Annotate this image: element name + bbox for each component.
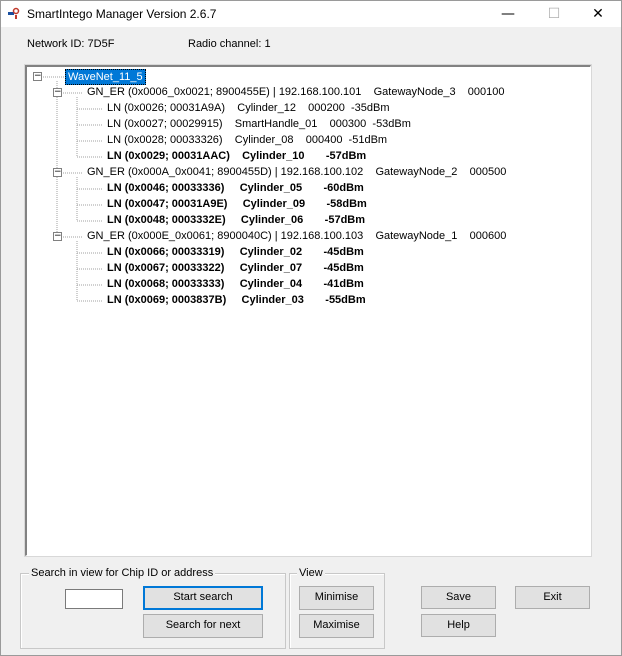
search-next-button[interactable]: Search for next xyxy=(143,614,263,638)
start-search-button[interactable]: Start search xyxy=(143,586,263,610)
radio-channel-label: Radio channel: 1 xyxy=(188,38,271,50)
tree-lock-node[interactable]: LN (0x0029; 00031AAC) Cylinder_10 -57dBm xyxy=(107,150,367,162)
tree-lock-node[interactable]: LN (0x0046; 00033336) Cylinder_05 -60dBm xyxy=(107,182,364,194)
title-bar[interactable] xyxy=(1,1,621,27)
exit-button[interactable]: Exit xyxy=(515,586,590,609)
tree-lock-node[interactable]: LN (0x0067; 00033322) Cylinder_07 -45dBm xyxy=(107,262,364,274)
chip-id-search-input[interactable] xyxy=(65,589,123,609)
help-button[interactable]: Help xyxy=(421,614,496,637)
maximize-window-button[interactable]: ☐ xyxy=(547,6,561,22)
app-key-icon xyxy=(7,7,21,21)
network-id-label: Network ID: 7D5F xyxy=(27,38,115,50)
tree-lock-node[interactable]: LN (0x0048; 0003332E) Cylinder_06 -57dBm xyxy=(107,214,366,226)
tree-lock-node[interactable]: LN (0x0068; 00033333) Cylinder_04 -41dBm xyxy=(107,278,364,290)
network-tree-view[interactable] xyxy=(25,65,591,556)
collapse-gateway-icon[interactable]: − xyxy=(54,167,62,177)
save-button[interactable]: Save xyxy=(421,586,496,609)
tree-lock-node[interactable]: LN (0x0026; 00031A9A) Cylinder_12 000200 -35dBm xyxy=(107,102,390,114)
tree-lock-node[interactable]: LN (0x0027; 00029915) SmartHandle_01 000300 -53dBm xyxy=(107,118,411,130)
window-title: SmartIntego Manager Version 2.6.7 xyxy=(27,7,217,21)
minimize-window-button[interactable]: — xyxy=(501,6,515,22)
collapse-gateway-icon[interactable]: − xyxy=(54,231,62,241)
minimise-button[interactable]: Minimise xyxy=(299,586,374,610)
tree-gateway-node[interactable]: GN_ER (0x0006_0x0021; 8900455E) | 192.168.100.101 GatewayNode_3 000100 xyxy=(87,86,505,98)
tree-gateway-node[interactable]: GN_ER (0x000A_0x0041; 8900455D) | 192.168.100.102 GatewayNode_2 000500 xyxy=(87,166,507,178)
view-group-label: View xyxy=(299,567,323,579)
collapse-root-icon[interactable]: − xyxy=(34,71,42,81)
tree-lock-node[interactable]: LN (0x0069; 0003837B) Cylinder_03 -55dBm xyxy=(107,294,366,306)
tree-lock-node[interactable]: LN (0x0028; 00033326) Cylinder_08 000400 -51dBm xyxy=(107,134,388,146)
tree-root-node[interactable]: WaveNet_11_5 xyxy=(65,69,146,85)
collapse-gateway-icon[interactable]: − xyxy=(54,87,62,97)
search-group-label: Search in view for Chip ID or address xyxy=(31,567,214,579)
tree-lock-node[interactable]: LN (0x0066; 00033319) Cylinder_02 -45dBm xyxy=(107,246,364,258)
tree-gateway-node[interactable]: GN_ER (0x000E_0x0061; 8900040C) | 192.168.100.103 GatewayNode_1 000600 xyxy=(87,230,507,242)
maximise-button[interactable]: Maximise xyxy=(299,614,374,638)
close-window-button[interactable]: ✕ xyxy=(592,6,604,22)
tree-lock-node[interactable]: LN (0x0047; 00031A9E) Cylinder_09 -58dBm xyxy=(107,198,367,210)
